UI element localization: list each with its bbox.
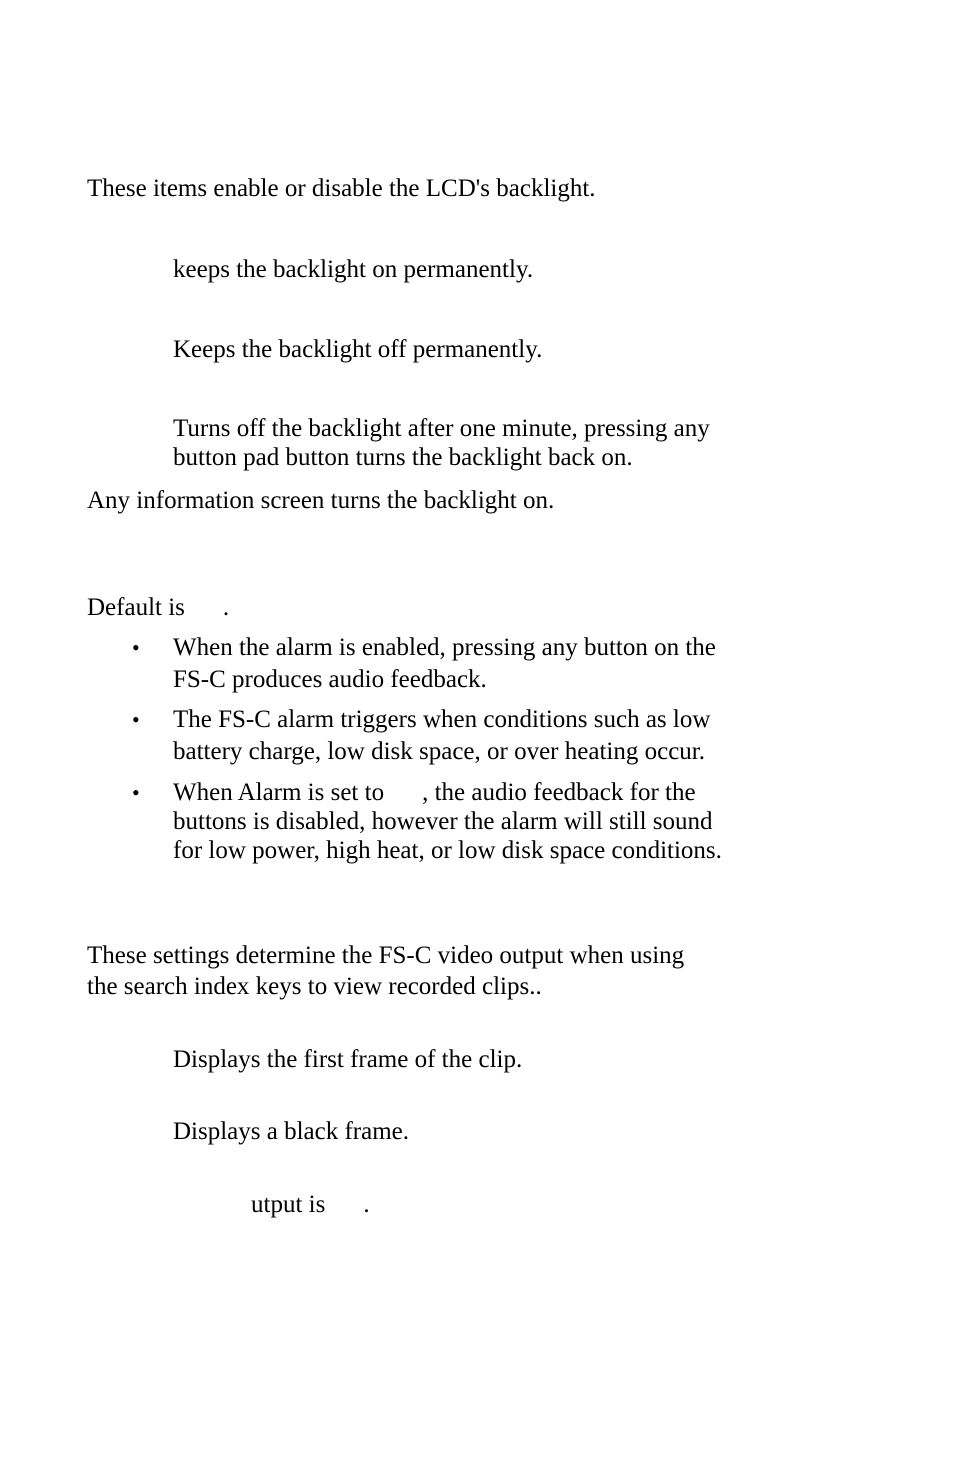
backlight-off-description: Keeps the backlight off permanently.	[173, 336, 543, 363]
alarm-bullet-3-line2: buttons is disabled, however the alarm will still sound	[173, 808, 713, 835]
alarm-bullet-2-line1: The FS-C alarm triggers when conditions such as low	[173, 706, 711, 733]
alarm-bullet-1-line1: When the alarm is enabled, pressing any button on the	[173, 634, 716, 661]
alarm-default-prefix: Default is	[87, 594, 185, 621]
bullet-icon: •	[132, 780, 140, 805]
alarm-bullet-3-line3: for low power, high heat, or low disk space conditions.	[173, 837, 722, 864]
search-output-intro-line2: the search index keys to view recorded clips..	[87, 973, 542, 1000]
search-output-default-suffix: .	[363, 1191, 370, 1218]
alarm-default-suffix: .	[222, 594, 230, 621]
search-output-default-prefix: utput is	[251, 1191, 326, 1218]
search-first-frame-description: Displays the first frame of the clip.	[173, 1046, 523, 1073]
alarm-bullet-3-line1	[173, 778, 696, 807]
alarm-bullet-3-prefix: When Alarm is set to	[173, 779, 385, 806]
alarm-default	[87, 593, 229, 622]
backlight-intro: These items enable or disable the LCD's backlight.	[87, 175, 596, 202]
alarm-bullet-2-line2: battery charge, low disk space, or over heating occur.	[173, 738, 705, 765]
bullet-icon: •	[132, 707, 140, 732]
backlight-on-description: keeps the backlight on permanently.	[173, 256, 534, 283]
alarm-bullet-3-suffix: , the audio feedback for the	[422, 779, 696, 806]
backlight-auto-description-line2: button pad button turns the backlight back on.	[173, 444, 633, 471]
search-output-intro-line1: These settings determine the FS-C video output when using	[87, 942, 685, 969]
alarm-bullet-1-line2: FS-C produces audio feedback.	[173, 666, 487, 693]
search-black-description: Displays a black frame.	[173, 1118, 410, 1145]
bullet-icon: •	[132, 635, 140, 660]
search-output-default	[251, 1190, 370, 1219]
backlight-auto-description-line1: Turns off the backlight after one minute, pressing any	[173, 415, 710, 442]
backlight-note: Any information screen turns the backlight on.	[87, 487, 555, 514]
